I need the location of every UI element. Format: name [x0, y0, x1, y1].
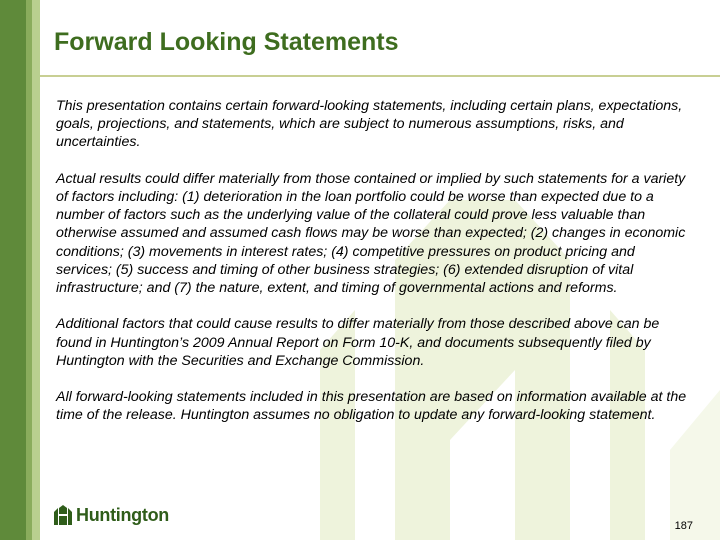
- body-text: [56, 97, 688, 443]
- paragraph-disclaimer: All forward-looking statements included in this presentation are based on information available at the time of the release. Huntington assumes no obligation to update any forward-looking statement.: [56, 389, 687, 424]
- paragraph-intro: This presentation contains certain forward-looking statements, including certain plans, expectations, goals, projections, and statements, which are subject to numerous assumptions, risks, and uncertainties.: [56, 98, 683, 151]
- huntington-logo-icon: [54, 505, 72, 525]
- title-divider: [40, 75, 720, 77]
- paragraph-factors: Actual results could differ materially from those contained or implied by such statements for a variety of factors including: (1) deterioration in the loan portfolio could be worse than expected due to a number of factors such as the underlying value of the collateral could prove less valuable than otherwise assumed and assumed cash flows may be worse than expected; (2) changes in economic conditions; (3) movements in interest rates; (4) competitive pressures on product pricing and services; (5) success and timing of other business strategies; (6) extended disruption of vital infrastructure; and (7) the nature, extent, and timing of governmental actions and reforms.: [56, 170, 686, 297]
- page-number: 187: [674, 520, 693, 532]
- slide-title: Forward Looking Statements: [54, 28, 399, 56]
- left-accent-bar: [0, 0, 40, 540]
- logo-wordmark: Huntington: [76, 504, 169, 525]
- paragraph-additional-factors: Additional factors that could cause results to differ materially from those described above can be found in Huntington’s 2009 Annual Report on Form 10-K, and documents subsequently filed by Huntington with the Securities and Exchange Commission.: [56, 316, 660, 369]
- huntington-logo: [54, 503, 169, 527]
